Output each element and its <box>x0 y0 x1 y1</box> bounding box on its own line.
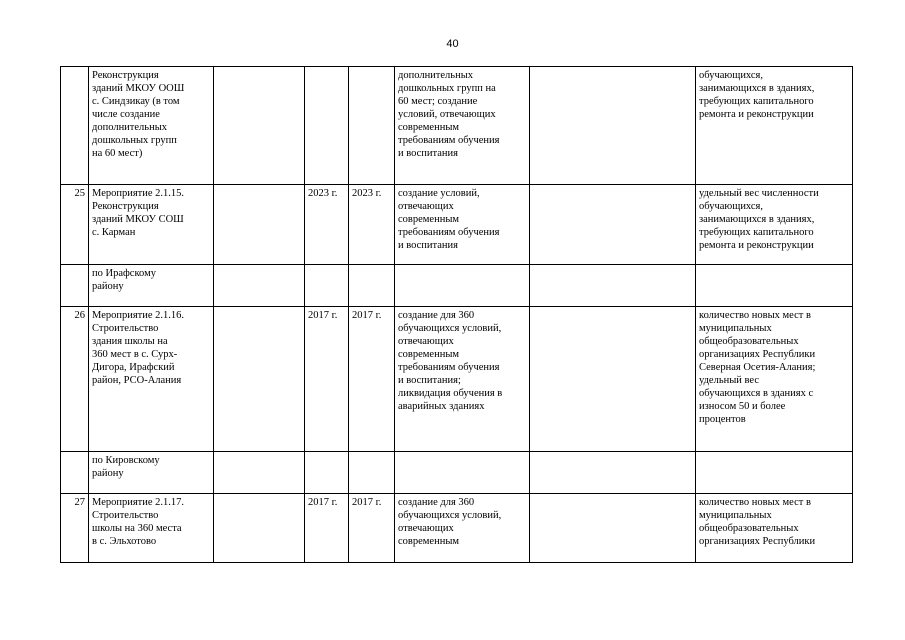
end-year-cell <box>349 452 395 494</box>
start-year-cell: 2017 г. <box>305 307 349 452</box>
expected-result-cell <box>395 265 530 307</box>
expected-result-cell: создание для 360 обучающихся условий, отвечающих современным требованиям обучения и воспитания; ликвидация обучения в аварийных зданиях <box>395 307 530 452</box>
indicator-link-cell: количество новых мест в муниципальных общеобразовательных организациях Республики <box>696 494 853 563</box>
expected-result-cell: создание условий, отвечающих современным требованиям обучения и воспитания <box>395 185 530 265</box>
row-number-cell: 25 <box>61 185 89 265</box>
indicator-link-cell <box>696 452 853 494</box>
indicator-link-cell: обучающихся, занимающихся в зданиях, требующих капитального ремонта и реконструкции <box>696 67 853 185</box>
end-year-cell: 2017 г. <box>349 307 395 452</box>
table-row <box>61 185 853 265</box>
row-number-cell: 26 <box>61 307 89 452</box>
indicator-link-cell <box>696 265 853 307</box>
table-row <box>61 494 853 563</box>
start-year-cell <box>305 265 349 307</box>
expected-result-cell: дополнительных дошкольных групп на 60 мест; создание условий, отвечающих современным требованиям обучения и воспитания <box>395 67 530 185</box>
start-year-cell: 2023 г. <box>305 185 349 265</box>
start-year-cell <box>305 452 349 494</box>
measure-name-cell: Мероприятие 2.1.16. Строительство здания школы на 360 мест в с. Сурх- Дигора, Ирафский район, РСО-Алания <box>89 307 214 452</box>
consequences-cell <box>530 307 696 452</box>
consequences-cell <box>530 494 696 563</box>
start-year-cell <box>305 67 349 185</box>
end-year-cell <box>349 67 395 185</box>
district-heading-cell: по Кировскому району <box>89 452 214 494</box>
executor-cell <box>214 67 305 185</box>
consequences-cell <box>530 67 696 185</box>
row-number-cell <box>61 265 89 307</box>
table-row <box>61 452 853 494</box>
executor-cell <box>214 265 305 307</box>
executor-cell <box>214 307 305 452</box>
measure-name-cell: Мероприятие 2.1.17. Строительство школы на 360 места в с. Эльхотово <box>89 494 214 563</box>
executor-cell <box>214 452 305 494</box>
row-number-cell: 27 <box>61 494 89 563</box>
executor-cell <box>214 494 305 563</box>
measure-name-cell: Мероприятие 2.1.15. Реконструкция зданий МКОУ СОШ с. Карман <box>89 185 214 265</box>
expected-result-cell: создание для 360 обучающихся условий, отвечающих современным <box>395 494 530 563</box>
measure-name-cell: Реконструкция зданий МКОУ ООШ с. Синдзикау (в том числе создание дополнительных дошкольных групп на 60 мест) <box>89 67 214 185</box>
measures-table <box>60 66 853 563</box>
end-year-cell: 2023 г. <box>349 185 395 265</box>
end-year-cell <box>349 265 395 307</box>
consequences-cell <box>530 452 696 494</box>
indicator-link-cell: количество новых мест в муниципальных общеобразовательных организациях Республики Северная Осетия-Алания; удельный вес обучающихся в зданиях с износом 50 и более процентов <box>696 307 853 452</box>
table-row <box>61 265 853 307</box>
start-year-cell: 2017 г. <box>305 494 349 563</box>
row-number-cell <box>61 452 89 494</box>
end-year-cell: 2017 г. <box>349 494 395 563</box>
row-number-cell <box>61 67 89 185</box>
district-heading-cell: по Ирафскому району <box>89 265 214 307</box>
executor-cell <box>214 185 305 265</box>
consequences-cell <box>530 185 696 265</box>
page-number: 40 <box>446 38 459 50</box>
table-row <box>61 67 853 185</box>
table-row <box>61 307 853 452</box>
indicator-link-cell: удельный вес численности обучающихся, занимающихся в зданиях, требующих капитального ремонта и реконструкции <box>696 185 853 265</box>
expected-result-cell <box>395 452 530 494</box>
consequences-cell <box>530 265 696 307</box>
